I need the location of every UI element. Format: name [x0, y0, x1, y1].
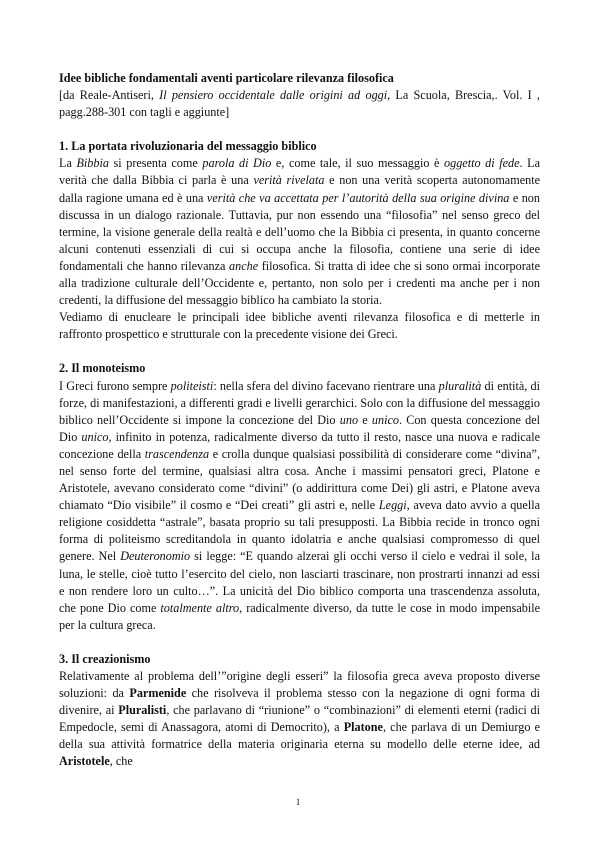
- text-run: , che: [109, 754, 133, 769]
- text-run: verità che va accettata per l’autorità della sua origine divina: [206, 190, 510, 205]
- text-run: anche: [229, 258, 259, 273]
- text-run: e: [358, 412, 372, 427]
- section-3-paragraph-1: [59, 668, 540, 771]
- text-run: totalmente altro: [160, 600, 240, 615]
- text-run: e crolla dunque qualsiasi possibilità di considerare come “divina”, nel senso forte del termine, qualsiasi altra cosa. Anche i massimi pensatori greci, Platone e Aristotele, avevano considerato come “divini” (o addirittura come Dei) gli astri, e Platone aveva chiamato “Dio visibile” il cosmo e “Dei creati” gli astri e, nelle: [59, 446, 540, 513]
- text-run: unico: [81, 429, 109, 444]
- text-run: Deuteronomio: [120, 549, 191, 564]
- text-run: , infinito in potenza, radicalmente diverso da tutto il resto, nasce una nuova e radicale concezione della: [59, 429, 540, 461]
- text-run: oggetto di fede: [444, 156, 520, 171]
- text-run: e non discussa in un dialogo razionale. Tuttavia, pur non essendo una “filosofia” nel senso greco del termine, la visione generale della realtà e dell’uomo che la Bibbia ci presenta, in quanto concerne alcuni contenuti essenziali di cui si occupa anche la filosofia, contiene una serie di idee fondamentali che hanno rilevanza: [59, 190, 540, 273]
- text-run: Pluralisti: [118, 703, 167, 718]
- text-run: , che parlavano di “riunione” o “combinazioni” di elementi eterni (radici di Empedocle, semi di Anassagora, atomi di Democrito), a: [59, 703, 540, 735]
- text-run: trascendenza: [144, 446, 210, 461]
- text-run: pluralità: [438, 378, 482, 393]
- text-run: [da Reale-Antiseri,: [59, 88, 160, 103]
- text-run: Bibbia: [76, 156, 109, 171]
- text-run: e, come tale, il suo messaggio è: [271, 156, 445, 171]
- source-citation: [59, 87, 540, 121]
- spacer: [59, 634, 540, 651]
- section-2-paragraph-1: [59, 378, 540, 634]
- text-run: e non una verità scoperta autonomamente dalla ragione umana ed è una: [59, 173, 540, 205]
- text-run: Relativamente al problema dell’”origine degli esseri” la filosofia greca aveva proposto diverse soluzioni: da: [59, 669, 540, 701]
- text-run: verità rivelata: [253, 173, 325, 188]
- text-run: : nella sfera del divino facevano rientrare una: [213, 378, 439, 393]
- text-run: si legge: “E quando alzerai gli occhi verso il cielo e vedrai il sole, la luna, le stelle, cioè tutto l’esercito del cielo, non lasciarti trascinare, non prostrarti innanzi ad essi e non rendere loro un culto…”. La unicità del Dio biblico comporta una trascendenza assoluta, che pone Dio come: [59, 549, 540, 615]
- text-run: Leggi: [378, 498, 407, 513]
- text-run: , che parlava di un Demiurgo e della sua attività formatrice della materia originaria eterna su modello delle eterne idee, ad: [59, 720, 540, 752]
- text-run: , radicalmente diverso, da tutte le cose in modo impensabile per la cultura greca.: [59, 600, 541, 632]
- section-1-paragraph-2: [59, 309, 540, 343]
- text-run: Parmenide: [129, 686, 187, 701]
- spacer: [59, 121, 540, 138]
- text-run: Vediamo di enucleare le principali idee bibliche aventi rilevanza filosofica e di metterle in raffronto prospettico e strutturale con la precedente visione dei Greci.: [59, 310, 540, 342]
- text-run: , aveva dato avvio a quella religione cosiddetta “astrale”, basata proprio su tali presupposti. La Bibbia recide in tronco ogni forma di politeismo screditandola in quanto idolatria e anche qualsiasi compromesso di quel genere. Nel: [59, 498, 540, 564]
- text-run: unico: [371, 412, 399, 427]
- spacer: [59, 343, 540, 360]
- section-heading-3: 3. Il creazionismo: [59, 651, 151, 666]
- text-run: uno: [339, 412, 359, 427]
- section-1-paragraph-1: [59, 155, 540, 309]
- text-run: che risolveva il problema stesso con la negazione di ogni forma di divenire, ai: [59, 686, 540, 718]
- text-run: . La verità che dalla Bibbia ci parla è una: [59, 156, 540, 188]
- text-run: di entità, di forze, di manifestazioni, a differenti gradi e livelli gerarchici. Solo con la diffusione del messaggio biblico nell’Occidente si impone la concezione del Dio: [59, 378, 541, 427]
- text-run: si presenta come: [108, 156, 203, 171]
- text-run: . Con questa concezione del Dio: [59, 412, 540, 444]
- text-run: Aristotele: [59, 754, 110, 769]
- section-heading-1: 1. La portata rivoluzionaria del messaggio biblico: [59, 139, 317, 154]
- text-run: I Greci furono sempre: [59, 378, 171, 393]
- text-run: filosofica. Si tratta di idee che si sono ormai incorporate alla tradizione culturale dell’Occidente e, pertanto, non solo per i credenti ma anche per i non credenti, la diffusione del messaggio biblico ha cambiato la storia.: [59, 258, 540, 308]
- page-number: 1: [295, 797, 301, 807]
- section-heading-2: 2. Il monoteismo: [59, 361, 146, 376]
- text-run: parola di Dio: [202, 156, 272, 171]
- text-run: La: [59, 156, 77, 171]
- text-run: La Scuola, Brescia,. Vol. I , pagg.288-301 con tagli e aggiunte]: [59, 88, 540, 120]
- document-body: [59, 70, 540, 771]
- text-run: Il pensiero occidentale dalle origini ad oggi,: [159, 88, 391, 103]
- text-run: politeisti: [170, 378, 214, 393]
- document-title: Idee bibliche fondamentali aventi particolare rilevanza filosofica: [59, 71, 394, 85]
- text-run: Platone: [343, 720, 383, 735]
